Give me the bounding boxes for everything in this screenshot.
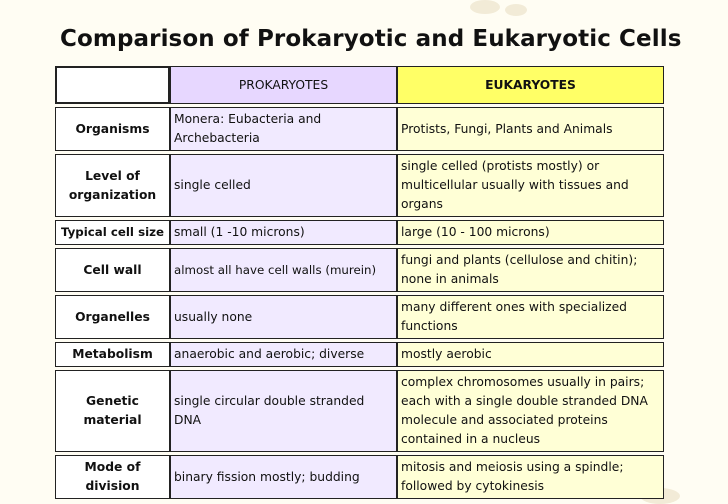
row-label: Mode of division <box>55 455 170 499</box>
table-row <box>55 248 664 292</box>
table-row <box>55 295 664 339</box>
table-row <box>55 107 664 151</box>
table-row <box>55 342 664 367</box>
background-decoration <box>505 4 527 16</box>
row-label: Organisms <box>55 107 170 151</box>
prokaryote-cell: small (1 -10 microns) <box>170 220 397 245</box>
prokaryote-cell: binary fission mostly; budding <box>170 455 397 499</box>
eukaryote-cell: large (10 - 100 microns) <box>397 220 664 245</box>
eukaryote-cell: fungi and plants (cellulose and chitin); none in animals <box>397 248 664 292</box>
prokaryote-cell: Monera: Eubacteria and Archebacteria <box>170 107 397 151</box>
eukaryote-cell: single celled (protists mostly) or multicellular usually with tissues and organs <box>397 154 664 217</box>
prokaryote-cell: usually none <box>170 295 397 339</box>
eukaryote-cell: many different ones with specialized functions <box>397 295 664 339</box>
comparison-table <box>55 63 664 502</box>
row-label: Metabolism <box>55 342 170 367</box>
eukaryote-cell: mitosis and meiosis using a spindle; followed by cytokinesis <box>397 455 664 499</box>
eukaryote-cell: Protists, Fungi, Plants and Animals <box>397 107 664 151</box>
table-row <box>55 370 664 452</box>
row-label: Level of organization <box>55 154 170 217</box>
row-label: Genetic material <box>55 370 170 452</box>
prokaryote-cell: almost all have cell walls (murein) <box>170 248 397 292</box>
prokaryote-cell: single celled <box>170 154 397 217</box>
table-row <box>55 154 664 217</box>
row-label: Typical cell size <box>55 220 170 245</box>
header-corner <box>55 66 170 104</box>
prokaryote-cell: anaerobic and aerobic; diverse <box>170 342 397 367</box>
background-decoration <box>470 0 500 14</box>
eukaryote-cell: complex chromosomes usually in pairs; each with a single double stranded DNA molecule and associated proteins contained in a nucleus <box>397 370 664 452</box>
table-row <box>55 455 664 499</box>
table-row <box>55 220 664 245</box>
table-header-row <box>55 66 664 104</box>
page-title: Comparison of Prokaryotic and Eukaryotic Cells <box>60 26 682 52</box>
row-label: Organelles <box>55 295 170 339</box>
eukaryote-cell: mostly aerobic <box>397 342 664 367</box>
row-label: Cell wall <box>55 248 170 292</box>
header-eukaryotes: EUKARYOTES <box>397 66 664 104</box>
prokaryote-cell: single circular double stranded DNA <box>170 370 397 452</box>
header-prokaryotes: PROKARYOTES <box>170 66 397 104</box>
